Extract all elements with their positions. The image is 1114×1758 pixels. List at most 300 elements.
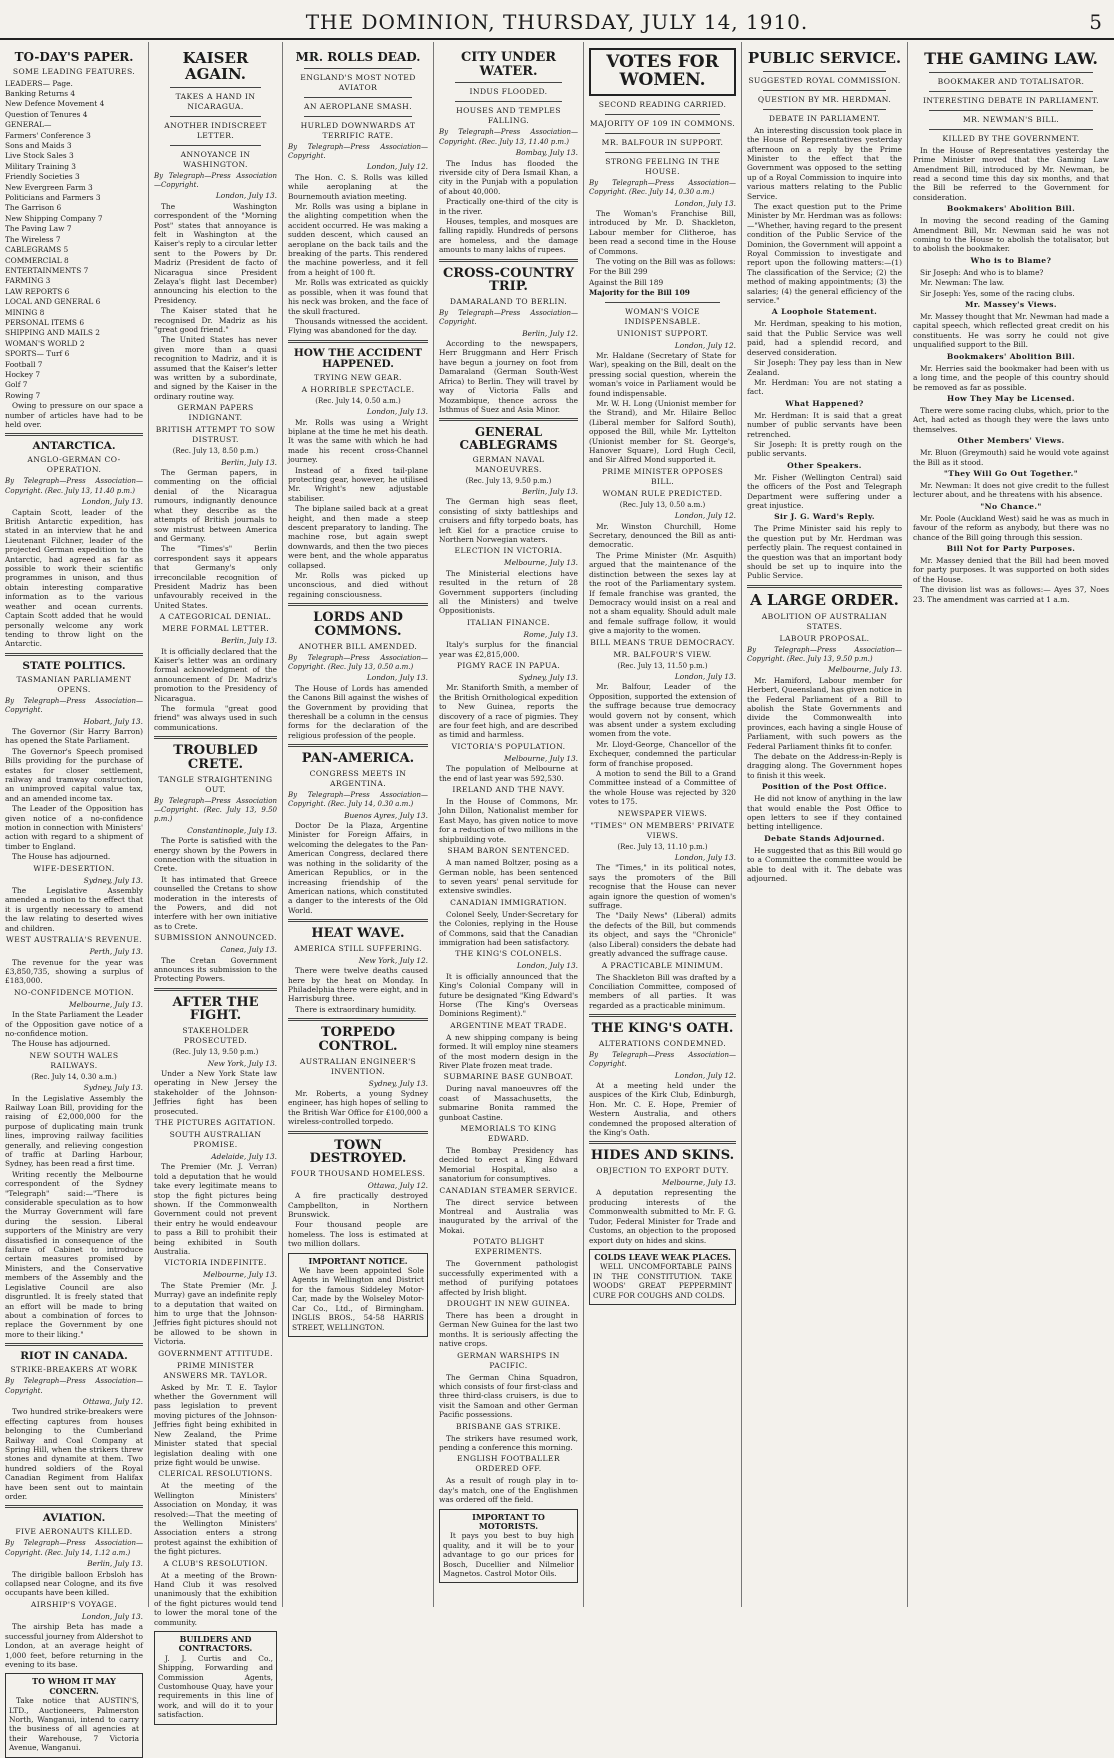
riot-subheading: STRIKE-BREAKERS AT WORK	[10, 1365, 138, 1375]
divider	[304, 116, 412, 117]
suffrage-dateline: London, July 13.	[674, 671, 736, 681]
gaming-law-crosshead: "No Chance."	[980, 501, 1042, 511]
kings-oath-text: At a meeting held under the auspices of the Kirk Club, Edinburgh, Hon. Mr. C. E. Hope, Premier of Western Australia, and others condemned the proposed alteration of the King's Oath.	[589, 1080, 736, 1138]
divider	[5, 653, 143, 656]
rolls-text: Mr. Rolls was extricated as quickly as possible, when it was found that his neck was broken, and the face of the skull fractured.	[288, 278, 428, 316]
contents-item[interactable]: The Wireless 7	[5, 234, 61, 244]
cable-dateline: Rome, July 13.	[523, 629, 578, 639]
gaming-law-crosshead: How They May be Licensed.	[947, 393, 1075, 403]
ad-title: IMPORTANT TO MOTORISTS.	[472, 1511, 545, 1531]
cable-text: The strikers have resumed work, pending a conference this morning.	[439, 1433, 578, 1452]
sa-promise-dateline: Adelaide, July 13.	[211, 1151, 277, 1161]
accident-text: Mr. Rolls was using a Wright biplane at the time he met his death. It was the same with which he had made his recent cross-Channel journey.	[288, 417, 428, 465]
public-service-text: Mr. Herdman: It is said that a great number of public servants have been retrenched.	[747, 410, 902, 439]
rolls-subheading: AN AEROPLANE SMASH.	[303, 101, 413, 111]
gaming-law-text: Sir Joseph: And who is to blame?	[920, 267, 1044, 277]
suffrage-text: The "Daily News" (Liberal) admits the defects of the Bill, but commends its object, and says the "Chronicle" (also Liberal) considers the debate had greatly advanced the suffrage cause.	[589, 911, 736, 959]
state-politics-text: The Governor's Speech promised Bills providing for the purchase of estates for closer settlement, railway and tramway construction, an unimproved capital value tax, and an amended income tax.	[5, 746, 143, 803]
cable-dateline: Berlin, July 13.	[522, 486, 578, 496]
rolls-text: The Hon. C. S. Rolls was killed while aeroplaning at the Bournemouth aviation meeting.	[288, 172, 428, 201]
divider	[763, 109, 886, 110]
victoria-dateline: Melbourne, July 13.	[203, 1270, 277, 1280]
crete-text: The Porte is satisfied with the energy shown by the Powers in connection with the situation in Crete.	[154, 836, 277, 874]
contents-item[interactable]: WOMAN'S WORLD 2	[5, 338, 85, 348]
state-politics-headline: STATE POLITICS.	[22, 659, 126, 672]
contents-item[interactable]: CABLEGRAMS 5	[5, 245, 69, 255]
rolls-text: Mr. Rolls was using a biplane in the alighting competition when the accident occurred. He was making a sudden descent, which caused an aeroplane on the back tails and the breaking of the parts. This rendered the machine powerless, and it fell from a height of 100 ft.	[288, 202, 428, 277]
cable-text: The German high seas fleet, consisting of sixty battleships and cruisers and fifty torpedo boats, has left Kiel for a practice cruise to Northern Norwegian waters.	[439, 497, 578, 544]
suffrage-subheading: MR. BALFOUR IN SUPPORT.	[601, 137, 724, 147]
pan-america-credit: By Telegraph—Press Association—Copyright. (Rec. July 14, 0.30 a.m.)	[288, 790, 428, 809]
large-order-headline: A LARGE ORDER.	[750, 590, 899, 609]
wa-revenue-subheading: WEST AUSTRALIA'S REVENUE.	[6, 935, 142, 945]
stakeholder-dateline: New York, July 13.	[207, 1058, 277, 1068]
state-politics-subheading: TASMANIAN PARLIAMENT OPENS.	[16, 674, 132, 694]
accident-text: The biplane sailed back at a great height, and then made a steep descent preparatory to landing. The machine rose, but again swept downwards, and then the two pieces were bent, and the whole apparatus collapsed.	[288, 504, 428, 570]
public-service-subheading: SUGGESTED ROYAL COMMISSION.	[748, 75, 901, 85]
cable-dateline: Sydney, July 13.	[518, 673, 578, 682]
public-service-crosshead: Sir J. G. Ward's Reply.	[774, 512, 875, 522]
contents-item[interactable]: Politicians and Farmers 3	[5, 193, 101, 203]
contents-item[interactable]: MINING 8	[5, 307, 45, 317]
aviation-dateline: Berlin, July 13.	[87, 1559, 143, 1569]
ad-title: IMPORTANT NOTICE.	[308, 1255, 408, 1266]
divider	[605, 114, 720, 115]
kaiser-dateline: London, July 13.	[215, 191, 277, 201]
suffrage-subheading: BILL MEANS TRUE DEMOCRACY.	[590, 637, 735, 647]
divider	[929, 91, 1093, 92]
aviation-subheading: FIVE AERONAUTS KILLED.	[15, 1527, 133, 1537]
city-under-water-headline: CITY UNDER WATER.	[460, 50, 557, 79]
public-service-crosshead: A Loophole Statement.	[771, 307, 878, 317]
suffrage-text: Mr. Lloyd-George, Chancellor of the Exchequer, condemned the particular form of franchise proposed.	[589, 739, 736, 768]
vote-against-line: Against the Bill 189	[589, 277, 664, 287]
divider	[455, 82, 562, 83]
divider	[288, 340, 428, 343]
gaming-law-text: Mr. Massey thought that Mr. Newman had made a capital speech, which reflected great credit on his constituents. He was sorry he could not give unqualified support to the Bill.	[913, 312, 1109, 350]
wife-desertion-subheading: WIFE-DESERTION.	[33, 863, 115, 873]
pan-america-text: Doctor De la Plaza, Argentine Minister for Foreign Affairs, in welcoming the delegates to the Pan-American Congress, declared there was nothing in the solidarity of the American Republics, or in the increasing friendship of the American nations, which constituted a danger to the interests of the Old World.	[288, 821, 428, 915]
aviation-headline: AVIATION.	[42, 1512, 106, 1525]
large-order-text: He did not know of anything in the law that would enable the Post Office to open letters to see if they contained betting intelligence.	[747, 794, 902, 832]
victoria-text: The State Premier (Mr. J. Murray) gave an indefinite reply to a deputation that waited on him to urge that the Johnson-Jeffries fight pictures should not be allowed to be shown in Victoria.	[154, 1280, 277, 1347]
cable-text: The German China Squadron, which consists of four first-class and three third-class cruisers, is due to visit the Samoan and other German Pacific possessions.	[439, 1372, 578, 1420]
column-6	[741, 42, 907, 1607]
cable-dateline: Melbourne, July 13.	[504, 753, 578, 763]
advertisement	[154, 1631, 277, 1725]
contents-item[interactable]: Banking Returns 4	[5, 89, 76, 98]
kaiser-text: The United States has never given more than a quasi recognition to Madriz, and it is assumed that the Kaiser's letter was written by a subordinate, and signed by the Kaiser in the ordinary routine way.	[154, 335, 277, 401]
contents-item[interactable]: COMMERCIAL 8	[5, 255, 69, 265]
suffrage-subheading: MR. BALFOUR'S VIEW.	[613, 649, 712, 659]
torpedo-text: Mr. Roberts, a young Sydney engineer, has high hopes of selling to the British War Office for £100,000 a wireless-controlled torpedo.	[288, 1088, 428, 1127]
cross-country-headline: CROSS-COUNTRY TRIP.	[442, 265, 575, 295]
cross-country-credit: By Telegraph—Press Association—Copyright.	[439, 308, 578, 327]
riot-text: Two hundred strike-breakers were effecting captures from houses belonging to the Cumberland Railway and Coal Company at Spring Hill, when the strikers threw stones and dynamite at them. Two hundred soldiers of the Royal Canadian Regiment from Halifax have been sent out to maintain order.	[5, 1407, 143, 1502]
cable-subheading: MEMORIALS TO KING EDWARD.	[460, 1124, 557, 1144]
cable-text: A man named Boltzer, posing as a German noble, has been sentenced to seven years' penal servitude for extensive swindles.	[439, 858, 578, 896]
contents-list	[5, 79, 143, 401]
contents-item[interactable]: SPORTS— Turf 6	[5, 349, 70, 359]
contents-item[interactable]: PERSONAL ITEMS 6	[5, 317, 85, 327]
contents-item[interactable]: LEADERS— Page.	[5, 78, 73, 88]
contents-item[interactable]: GENERAL—	[5, 120, 52, 130]
cable-text: It is officially announced that the King's Colonial Company will in future be designated "King Edward's Horse (The King's Overseas Dominions Regiment)."	[439, 971, 578, 1019]
sa-promise-subheading: SOUTH AUSTRALIAN PROMISE.	[169, 1129, 262, 1149]
divider	[170, 87, 261, 88]
divider	[154, 988, 277, 991]
accident-credit: (Rec. July 14, 0.50 a.m.)	[315, 396, 401, 405]
divider	[589, 1141, 736, 1144]
suffrage-text: The Woman's Franchise Bill, introduced by Mr. D. Shackleton, Labour member for Clitheroe, has been read a second time in the House of Commons.	[589, 208, 736, 256]
cable-text: The direct service between Montreal and Australia was inaugurated by the arrival of the Mokai.	[439, 1197, 578, 1235]
suffrage-subheading: A PRACTICABLE MINIMUM.	[601, 960, 724, 970]
divider	[605, 302, 720, 303]
contents-item[interactable]: Question of Tenures 4	[5, 109, 88, 119]
cable-text: The population of Melbourne at the end of last year was 592,530.	[439, 764, 578, 783]
public-service-subheading: QUESTION BY MR. HERDMAN.	[757, 94, 892, 104]
flood-text: Practically one-third of the city is in the river.	[439, 197, 578, 216]
denial-subheading: A CATEGORICAL DENIAL.	[159, 612, 272, 622]
leading-features-subheading: SOME LEADING FEATURES.	[12, 66, 136, 76]
cable-subheading: ELECTION IN VICTORIA.	[454, 546, 563, 556]
suffrage-dateline: London, July 13.	[674, 198, 736, 208]
cable-subheading: POTATO BLIGHT EXPERIMENTS.	[472, 1237, 545, 1257]
ad-title: BUILDERS AND CONTRACTORS.	[178, 1634, 253, 1654]
divider	[455, 101, 562, 102]
vote-majority-line: Majority for the Bill 109	[589, 288, 690, 298]
contents-item[interactable]: Rowing 7	[5, 390, 41, 400]
lords-dateline: London, July 13.	[366, 673, 428, 683]
lords-text: The House of Lords has amended the Canons Bill against the wishes of the Government by providing that thereshall be a column in the census forms for the declaration of the religious profession of the people.	[288, 683, 428, 740]
accident-subheading: TRYING NEW GEAR.	[314, 372, 402, 382]
masthead	[0, 10, 1114, 40]
crete-credit: By Telegraph—Press Association—Copyright. (Rec. July 13, 9.50 p.m.)	[154, 796, 277, 824]
torpedo-subheading: AUSTRALIAN ENGINEER'S INVENTION.	[299, 1056, 417, 1076]
contents-item[interactable]: The Paving Law 7	[5, 224, 72, 234]
contents-item[interactable]: LAW REPORTS 6	[5, 286, 70, 296]
rolls-subheading: ENGLAND'S MOST NOTED AVIATOR	[300, 72, 416, 92]
gaming-law-crosshead: Bill Not for Party Purposes.	[946, 543, 1076, 553]
state-politics-text: The House has adjourned.	[12, 852, 111, 862]
cross-country-dateline: Berlin, July 12.	[522, 328, 578, 338]
large-order-text: The debate on the Address-in-Reply is dragging along. The Government hopes to finish it this week.	[747, 752, 902, 780]
public-service-crosshead: Other Speakers.	[787, 460, 862, 470]
divider	[763, 71, 886, 72]
gaming-law-text: The division list was as follows:— Ayes 37, Noes 23. The amendment was carried at 1 a.m.	[913, 585, 1109, 604]
contents-item[interactable]: Football 7	[5, 359, 43, 369]
pan-america-dateline: Buenos Ayres, July 13.	[344, 810, 428, 820]
divider	[929, 110, 1093, 111]
divider	[589, 1014, 736, 1017]
contents-item[interactable]: Live Stock Sales 3	[5, 151, 74, 161]
public-service-text: Sir Joseph: They pay less than in New Zealand.	[747, 358, 902, 377]
gaming-law-subheading: BOOKMAKER AND TOTALISATOR.	[937, 76, 1085, 86]
state-politics-dateline: Hobart, July 13.	[83, 716, 143, 726]
town-destroyed-text: A fire practically destroyed Campbellton, in Northern Brunswick.	[288, 1191, 428, 1220]
public-service-text: Sir Joseph: It is pretty rough on the public servants.	[747, 439, 902, 459]
kings-oath-subheading: ALTERATIONS CONDEMNED.	[598, 1038, 727, 1048]
cable-text: During naval manoeuvres off the coast of Massachusetts, the submarine Bonita rammed the gunboat Castine.	[439, 1084, 578, 1122]
space-note: Owing to pressure on our space a number of articles have had to be held over.	[5, 401, 143, 429]
nsw-railways-dateline: Sydney, July 13.	[83, 1083, 143, 1093]
antarctica-subheading: ANGLO-GERMAN CO-OPERATION.	[27, 455, 121, 475]
cross-country-subheading: DAMARALAND TO BERLIN.	[449, 296, 568, 306]
no-confidence-text: In the State Parliament the Leader of the Opposition gave notice of a no-confidence motion.	[5, 1010, 143, 1038]
state-politics-credit: By Telegraph—Press Association—Copyright.	[5, 696, 143, 715]
flood-subheading: HOUSES AND TEMPLES FALLING.	[456, 106, 561, 126]
suffrage-subheading: WOMAN'S VOICE INDISPENSABLE.	[624, 306, 701, 326]
cable-subheading: CANADIAN STEAMER SERVICE.	[439, 1185, 578, 1195]
after-fight-headline: AFTER THE FIGHT.	[172, 994, 259, 1024]
contents-item[interactable]: ENTERTAINMENTS 7	[5, 265, 89, 275]
nsw-railways-text: Writing recently the Melbourne correspondent of the Sydney "Telegraph" said:—"There is considerable speculation as to how the Murray Government will fare during the session. Liberal supporters of the Ministry are very dissatisfied in consequence of the failure of Cabinet to introduce certain measures promised by Ministers, and the Conservative members of the Assembly and the Legislative Council are also disgruntled. It is freely stated that an effort will be made to bring about a combination of forces to replace the Government by one more to their liking."	[5, 1169, 143, 1339]
gaming-law-crosshead: Bookmakers' Abolition Bill.	[946, 351, 1076, 361]
public-service-text: The Prime Minister said his reply to the question put by Mr. Herdman was perfectly plain. The request contained in the question was that an important body should be set up to inquire into the Public Service.	[747, 524, 902, 581]
divider	[605, 133, 720, 134]
flood-credit: By Telegraph—Press Association—Copyright. (Rec. July 13, 11.40 p.m.)	[439, 128, 578, 146]
crete-headline: TROUBLED CRETE.	[173, 743, 258, 772]
victoria-subheading: VICTORIA INDEFINITE.	[164, 1258, 267, 1268]
cable-text: In the House of Commons, Mr. John Dillon, Nationalist member for East Mayo, has given notice to move for a reduction of two millions in the shipbuilding vote.	[439, 797, 578, 844]
contents-item[interactable]: Military Training 3	[5, 161, 76, 171]
kaiser-subheading: TAKES A HAND IN NICARAGUA.	[175, 91, 256, 111]
kings-oath-dateline: London, July 12.	[674, 1070, 736, 1080]
divider	[304, 97, 412, 98]
stakeholder-credit: (Rec. July 13, 9.50 p.m.)	[172, 1048, 259, 1057]
denial-dateline: Berlin, July 13.	[221, 636, 277, 646]
gaming-law-crosshead: Bookmakers' Abolition Bill.	[946, 204, 1076, 214]
stakeholder-subheading: STAKEHOLDER PROSECUTED.	[182, 1026, 249, 1046]
stakeholder-text: Under a New York State law operating in New Jersey the stakeholder of the Johnson-Jeffries fight has been prosecuted.	[154, 1068, 277, 1116]
cable-subheading: BRISBANE GAS STRIKE.	[456, 1421, 561, 1431]
clerical-text: At the meeting of the Wellington Ministers' Association on Monday, it was resolved:—That the meeting of the Wellington Ministers' Association enters a strong protest against the exhibition of the fight pictures.	[154, 1481, 277, 1557]
heat-wave-text: There is extraordinary humidity.	[295, 1004, 417, 1014]
divider	[439, 259, 578, 262]
suffrage-text: The voting on the Bill was as follows:	[596, 256, 736, 266]
lords-commons-headline: LORDS AND COMMONS.	[313, 610, 403, 639]
ad-text: Take notice that AUSTIN'S, LTD., Auctioneers, Palmerston North, Wanganui, intend to carry the business of all agencies at their Warehouse, 7 Victoria Avenue, Wanganui.	[9, 1696, 139, 1753]
cable-text: The Ministerial elections have resulted in the return of 28 Government supporters (including all the Ministers) and twelve Oppositionists.	[439, 568, 578, 616]
suffrage-text: A motion to send the Bill to a Grand Committee instead of a Committee of the whole House was rejected by 320 votes to 175.	[589, 769, 736, 807]
contents-item[interactable]: Hockey 7	[5, 369, 41, 379]
divider	[929, 72, 1093, 73]
contents-item[interactable]: New Shipping Company 7	[5, 213, 103, 223]
contents-item[interactable]: Golf 7	[5, 380, 28, 390]
gaming-law-text: In the House of Representatives yesterday the Prime Minister moved that the Gaming Law Amendment Bill, introduced by Mr. Newman, be read a second time this day six months, and that the Bill be referred to the Government for consideration.	[913, 145, 1109, 202]
lords-credit: By Telegraph—Press Association—Copyright. (Rec. July 13, 0.50 a.m.)	[288, 653, 428, 671]
cable-subheading: THE KING'S COLONELS.	[455, 949, 562, 959]
airship-text: The airship Beta has made a successful journey from Aldershot to London, at an average height of 1,000 feet, before returning in the evening to its base.	[5, 1622, 143, 1669]
suffrage-subheading: MAJORITY OF 109 IN COMMONS.	[589, 118, 736, 128]
cable-subheading: CANADIAN IMMIGRATION.	[450, 897, 567, 907]
suffrage-text: The "Times," in its political notes, says the promoters of the Bill recognise that the House can never again ignore the question of women's suffrage.	[589, 863, 736, 911]
contents-item[interactable]: The Garrison 6	[5, 203, 62, 213]
suffrage-text: Mr. Balfour, Leader of the Opposition, supported the extension of the suffrage because true democracy would govern not by consent, which was absent under a system excluding women from the vote.	[589, 682, 736, 739]
cross-country-text: According to the newspapers, Herr Bruggmann and Herr Frisch have begun a journey on foot from Damaraland (German South-West Africa) to Berlin. They will travel by way of Victoria Falls and Mozambique, thence across the Isthmus of Suez and Asia Minor.	[439, 339, 578, 414]
flood-text: The Indus has flooded the riverside city of Dera Ismail Khan, a city in the Punjab with a population of about 40,000.	[439, 158, 578, 196]
german-papers-text: The "Times's" Berlin correspondent says it appears that Germany's only irreconcilable recognition of President Madriz has been unfavourably received in the United States.	[154, 544, 277, 610]
crete-text: It has intimated that Greece counselled the Cretans to show moderation in the interests of the Powers, and did not interfere with her own initiative as to Crete.	[154, 874, 277, 931]
heat-wave-text: There were twelve deaths caused here by the heat on Monday. In Philadelphia there were eight, and in Harrisburg three.	[288, 966, 428, 1004]
suffrage-subheading: NEWSPAPER VIEWS.	[617, 808, 708, 818]
nsw-railways-subheading: NEW SOUTH WALES RAILWAYS.	[29, 1050, 119, 1070]
rolls-text: Thousands witnessed the accident. Flying was abandoned for the day.	[288, 316, 428, 336]
wife-desertion-dateline: Sydney, July 13.	[83, 875, 143, 885]
gaming-law-text: Mr. Herries said the bookmaker had been with us a long time, and the people of this country should be removed as far as possible.	[913, 363, 1109, 392]
large-order-crosshead: Debate Stands Adjourned.	[764, 833, 885, 843]
gaming-law-text: In moving the second reading of the Gaming Amendment Bill, Mr. Newman said he was not coming to the House to abolish the totalisator, but to abolish the bookmaker.	[913, 216, 1109, 254]
distrust-subheading: BRITISH ATTEMPT TO SOW DISTRUST.	[155, 425, 276, 445]
accident-text: Instead of a fixed tail-plane protecting gear, however, he utilised Mr. Wright's new adjustable stabiliser.	[288, 465, 428, 503]
wa-revenue-dateline: Perth, July 13.	[89, 947, 143, 957]
kaiser-text: The Kaiser stated that he recognised Dr. Madriz as his "great good friend."	[154, 306, 277, 334]
pictures-subheading: THE PICTURES AGITATION.	[155, 1117, 276, 1127]
cable-subheading: ITALIAN FINANCE.	[467, 617, 550, 627]
antarctica-text: Captain Scott, leader of the British Antarctic expedition, has stated in an interview that he and Lieutenant Filchner, leader of the projected German expedition to the Antarctic, had agreed as far as possible to work their scientific programmes in unison, and thus obtain interesting comparative information as to the various weather and ocean currents. Captain Scott added that he would personally welcome any work tending to throw light on the Antarctic.	[5, 507, 143, 649]
large-order-subheading: ABOLITION OF AUSTRALIAN STATES.	[761, 611, 888, 631]
contents-item[interactable]: Farmers' Conference 3	[5, 130, 91, 140]
advertisement	[589, 1249, 736, 1305]
page-number: 5	[1089, 10, 1102, 34]
suffrage-subheading: "TIMES" ON MEMBERS' PRIVATE VIEWS.	[590, 820, 735, 840]
masthead-title: THE DOMINION, THURSDAY, JULY 14, 1910.	[305, 10, 809, 34]
town-destroyed-headline: TOWN DESTROYED.	[309, 1137, 407, 1167]
public-service-text: Mr. Herdman, speaking to his motion, said that the Public Service was well paid, had a splendid record, and deserved consideration.	[747, 319, 902, 357]
suffrage-subheading: WOMAN RULE PREDICTED.	[602, 488, 723, 498]
cable-subheading: DROUGHT IN NEW GUINEA.	[446, 1298, 571, 1308]
state-politics-text: The Leader of the Opposition has given notice of a no-confidence motion in connection with Ministers' action with regard to a shipment of timber to England.	[5, 804, 143, 851]
large-order-text: He suggested that as this Bill would go to a Committee the committee would be able to deal with it. The debate was adjourned.	[747, 845, 902, 884]
gaming-law-subheading: MR. NEWMAN'S BILL.	[962, 114, 1060, 124]
torpedo-headline: TORPEDO CONTROL.	[318, 1025, 398, 1054]
suffrage-dateline: London, July 12.	[674, 340, 736, 350]
submission-subheading: SUBMISSION ANNOUNCED.	[154, 933, 277, 943]
public-service-text: An interesting discussion took place in the House of Representatives yesterday afternoon on a reply by the Prime Minister to the effect that the Government was opposed to the setting up of a Royal Commission to inquire into various matters relating to the Public Service.	[747, 125, 902, 201]
hides-skins-text: A deputation representing the producing interests of the Commonwealth submitted to Mr. F. G. Tudor, Federal Minister for Trade and Customs, an objection to the proposed export duty on hides and skins.	[589, 1188, 736, 1245]
hides-skins-headline: HIDES AND SKINS.	[590, 1148, 735, 1164]
gaming-law-text: There were some racing clubs, which, prior to the Act, had acted as though they were the laws unto themselves.	[913, 405, 1109, 434]
divider	[170, 145, 261, 146]
antarctica-headline: ANTARCTICA.	[32, 440, 116, 453]
divider	[288, 1018, 428, 1021]
cable-subheading: SUBMARINE BASE GUNBOAT.	[443, 1072, 574, 1082]
club-text: At a meeting of the Brown-Hand Club it was resolved unanimously that the exhibition of the fight pictures would tend to lower the moral tone of the community.	[154, 1570, 277, 1627]
divider	[5, 433, 143, 436]
contents-item[interactable]: SHIPPING AND MAILS 2	[5, 328, 100, 338]
contents-item[interactable]: FARMING 3	[5, 276, 51, 286]
contents-item[interactable]: New Defence Movement 4	[5, 99, 105, 109]
gaming-law-crosshead: Who is to Blame?	[970, 255, 1052, 265]
state-politics-text: The Governor (Sir Harry Barron) has opened the State Parliament.	[5, 726, 143, 746]
contents-item[interactable]: New Evergreen Farm 3	[5, 182, 93, 192]
clerical-subheading: CLERICAL RESOLUTIONS.	[158, 1469, 273, 1479]
divider	[288, 603, 428, 606]
hides-skins-dateline: Melbourne, July 13.	[662, 1178, 736, 1188]
divider	[170, 116, 261, 117]
public-service-text: Mr. Fisher (Wellington Central) said the officers of the Post and Telegraph Department were suffering under a great injustice.	[747, 472, 902, 510]
cable-dateline: Melbourne, July 13.	[504, 558, 578, 568]
gaming-law-crosshead: "They Will Go Out Together."	[943, 468, 1079, 478]
cable-text: Colonel Seely, Under-Secretary for the Colonies, replying in the House of Commons, said that the Canadian immigration had been satisfactory.	[439, 909, 578, 947]
flood-dateline: Bombay, July 13.	[515, 148, 578, 158]
formal-letter-subheading: MERE FORMAL LETTER.	[161, 624, 270, 634]
suffrage-text: Mr. Winston Churchill, Home Secretary, denounced the Bill as anti-democratic.	[589, 521, 736, 550]
lords-subheading: ANOTHER BILL AMENDED.	[298, 641, 418, 651]
contents-item[interactable]: Sons and Maids 3	[5, 141, 72, 151]
kaiser-headline: KAISER AGAIN.	[182, 49, 249, 83]
cable-subheading: ARGENTINE MEAT TRADE.	[450, 1020, 567, 1030]
large-order-text: Mr. Hamiford, Labour member for Herbert, Queensland, has given notice in the Federal Parliament of a Bill to abolish the State Governments and divide the Commonwealth into provinces, each having a single House of Parliament, with such powers as the Federal Parliament thinks fit to confer.	[747, 675, 902, 751]
large-order-crosshead: Position of the Post Office.	[761, 782, 888, 792]
heat-wave-headline: HEAT WAVE.	[311, 926, 405, 942]
large-order-subheading: LABOUR PROPOSAL.	[779, 633, 870, 643]
cable-text: Mr. Staniforth Smith, a member of the British Ornithological expedition to New Guinea, reports the discovery of a race of pigmies. They are four feet high, and are described as timid and harmless.	[439, 683, 578, 740]
denial-text: The formula "great good friend" was always used in such communications.	[154, 704, 277, 732]
heat-wave-subheading: AMERICA STILL SUFFERING.	[294, 943, 422, 953]
gaming-law-crosshead: Mr. Massey's Views.	[965, 300, 1057, 310]
cable-text: There has been a drought in German New Guinea for the last two months. It is seriously affecting the native crops.	[439, 1310, 578, 1349]
suffrage-credit: (Rec. July 13, 11.50 p.m.)	[617, 661, 708, 670]
suffrage-dateline: London, July 12.	[674, 511, 736, 521]
divider	[439, 418, 578, 421]
cable-dateline: London, July 13.	[516, 961, 578, 971]
antarctica-credit: By Telegraph—Press Association—Copyright. (Rec. July 13, 11.40 p.m.)	[5, 477, 143, 495]
suffrage-credit: (Rec. July 13, 0.50 a.m.)	[619, 500, 706, 509]
german-papers-subheading: GERMAN PAPERS INDIGNANT.	[177, 403, 254, 423]
gaming-law-text: Mr. Newman: The law.	[920, 278, 1005, 288]
public-service-headline: PUBLIC SERVICE.	[747, 49, 902, 67]
town-destroyed-dateline: Ottawa, July 12.	[367, 1180, 428, 1190]
ad-text: WELL UNCOMFORTABLE PAINS IN THE CONSTITUTION. TAKE WOODS' GREAT PEPPERMINT CURE FOR COUGHS AND COLDS.	[593, 1262, 732, 1300]
antarctica-dateline: London, July 13.	[81, 497, 143, 507]
submission-dateline: Canea, July 13.	[220, 945, 277, 955]
crete-subheading: TANGLE STRAIGHTENING OUT.	[158, 774, 273, 794]
wife-desertion-text: The Legislative Assembly amended a motion to the effect that it is urgently necessary to amend the law relating to deserted wives and children.	[5, 886, 143, 933]
cable-text: The Bombay Presidency has decided to erect a King Edward Memorial Hospital, also a sanatorium for consumptives.	[439, 1146, 578, 1184]
suffrage-text: Mr. Haldane (Secretary of State for War), speaking on the Bill, dealt on the pressing social question, wherein the woman's voice in Parliament would be found indispensable.	[589, 350, 736, 398]
contents-item[interactable]: Friendly Societies 3	[5, 172, 80, 182]
contents-item[interactable]: LOCAL AND GENERAL 6	[5, 297, 101, 307]
accident-text: Mr. Rolls was picked up unconscious, and died without regaining consciousness.	[288, 571, 428, 599]
riot-headline: RIOT IN CANADA.	[20, 1350, 128, 1363]
ad-title: TO WHOM IT MAY CONCERN.	[32, 1676, 116, 1696]
divider	[288, 919, 428, 922]
suffrage-text: Mr. W. H. Long (Unionist member for the Strand), and Mr. Hilaire Belloc (Liberal member for Salford South), opposed the Bill, while Mr. Lyttelton (Unionist member for St. George's, Hanover Square), Lord Hugh Cecil, and Sir Alfred Mond supported it.	[589, 399, 736, 465]
divider	[154, 736, 277, 739]
divider	[304, 68, 412, 69]
cable-subheading: VICTORIA'S POPULATION.	[451, 741, 566, 751]
airship-dateline: London, July 13.	[81, 1611, 143, 1621]
gaming-law-text: Mr. Newman: It does not give credit to the fullest lecturer about, and he threatens with his absence.	[913, 480, 1109, 500]
public-service-crosshead: What Happened?	[785, 398, 864, 408]
column-1	[0, 42, 148, 1753]
prime-minister-subheading: PRIME MINISTER ANSWERS MR. TAYLOR.	[163, 1360, 268, 1380]
german-papers-credit: (Rec. July 13, 8.50 p.m.)	[172, 447, 259, 456]
sa-promise-text: The Premier (Mr. J. Verran) told a deputation that he would take every legitimate means to stop the fight pictures being shown. If the Commonwealth Government could not prevent their entry he would endeavour to pass a Bill to prohibit their being exhibited in South Australia.	[154, 1162, 277, 1256]
gaming-law-text: Mr. Bluon (Greymouth) said he would vote against the Bill as it stood.	[913, 448, 1110, 467]
public-service-text: Mr. Herdman: You are not stating a fact.	[747, 377, 902, 397]
column-5	[583, 42, 741, 1607]
nsw-railways-credit: (Rec. July 14, 0.30 a.m.)	[31, 1072, 117, 1081]
divider	[288, 1131, 428, 1134]
suffrage-subheading: STRONG FEELING IN THE HOUSE.	[605, 156, 720, 176]
crete-dateline: Constantinople, July 13.	[187, 825, 277, 835]
cable-subheading: IRELAND AND THE NAVY.	[452, 785, 565, 795]
divider	[288, 744, 428, 747]
advertisement	[5, 1673, 143, 1757]
rolls-credit: By Telegraph—Press Association—Copyright.	[288, 142, 428, 160]
